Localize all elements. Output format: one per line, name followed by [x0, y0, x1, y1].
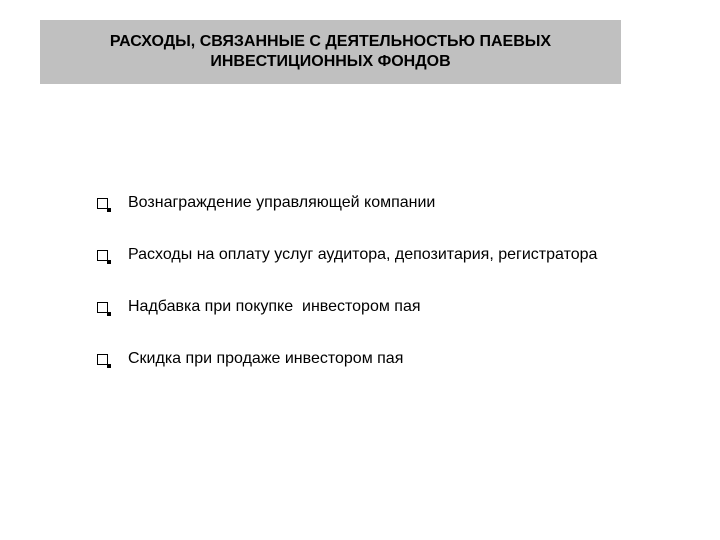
list-item-text: Надбавка при покупке инвестором пая	[128, 298, 421, 315]
list-item-text: Расходы на оплату услуг аудитора, депозитария, регистратора	[128, 246, 598, 263]
title-line-1: РАСХОДЫ, СВЯЗАННЫЕ С ДЕЯТЕЛЬНОСТЬЮ ПАЕВЫХ	[109, 33, 552, 50]
square-bullet-icon	[97, 302, 108, 313]
list-item	[97, 349, 597, 369]
list-item	[97, 193, 597, 213]
list-item-text: Скидка при продаже инвестором пая	[128, 350, 404, 367]
list-item	[97, 297, 597, 317]
title-line-2: ИНВЕСТИЦИОННЫХ ФОНДОВ	[210, 53, 451, 70]
square-bullet-icon	[97, 198, 108, 209]
title-box	[40, 20, 621, 84]
square-bullet-icon	[97, 250, 108, 261]
bullet-list	[97, 193, 597, 401]
list-item	[97, 245, 597, 265]
list-item-text: Вознаграждение управляющей компании	[128, 194, 436, 211]
square-bullet-icon	[97, 354, 108, 365]
